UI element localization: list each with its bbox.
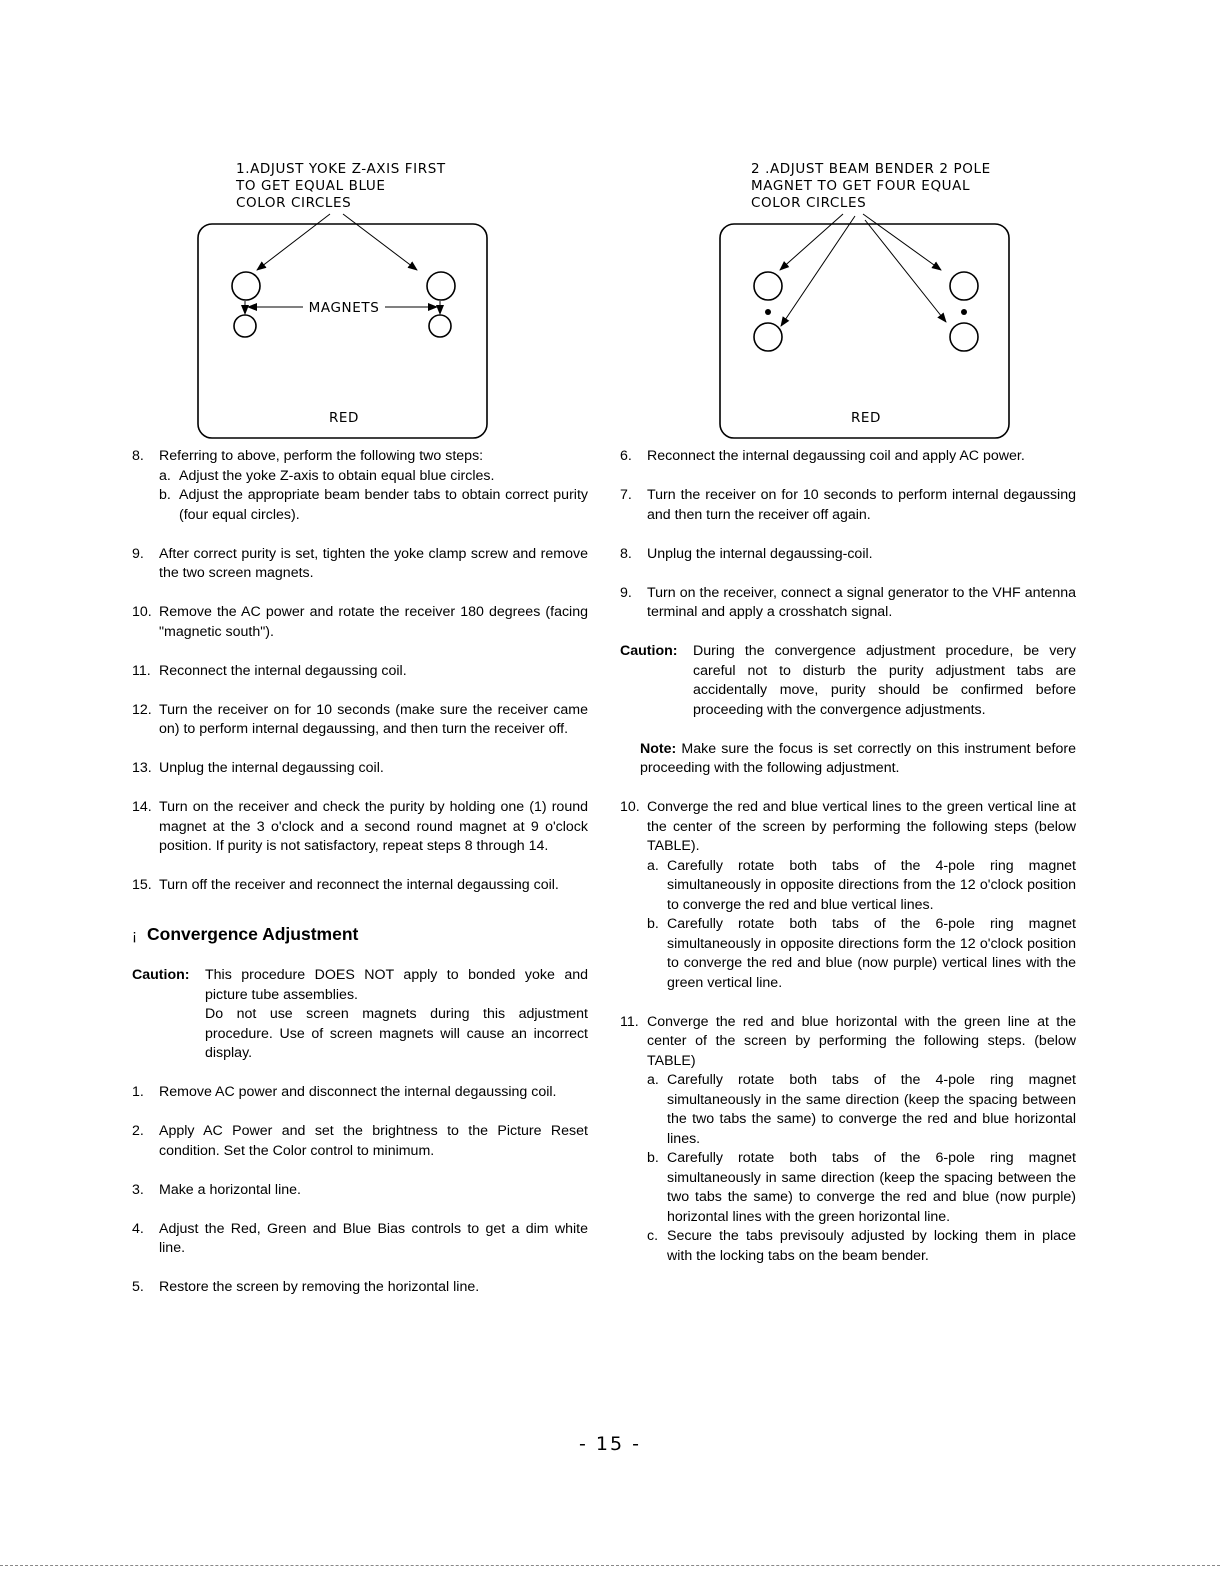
sub-item-letter: c. — [647, 1228, 659, 1244]
yoke-adjust-diagram — [195, 150, 495, 445]
item-text: Unplug the internal degaussing-coil. — [647, 545, 873, 562]
sub-item-letter: b. — [647, 916, 659, 932]
list-item — [132, 876, 588, 896]
section-title: Convergence Adjustment — [147, 923, 359, 944]
list-item — [620, 447, 1076, 467]
item-number: 5. — [132, 1279, 144, 1295]
item-text: Turn the receiver on for 10 seconds to perform internal degaussing and then turn the receiver off again. — [647, 487, 1076, 523]
item-text: Converge the red and blue horizontal with the green line at the center of the screen by performing the following steps. (below TABLE) — [647, 1013, 1076, 1069]
sub-item-text: Carefully rotate both tabs of the 4-pole ring magnet simultaneously in opposite directions from the 12 o'clock position to converge the red and blue vertical lines. — [667, 857, 1076, 913]
item-text: Converge the red and blue vertical lines to the green vertical line at the center of the screen by performing the following steps (below TABLE). — [647, 799, 1076, 854]
item-number: 1. — [132, 1084, 144, 1100]
item-number: 10. — [132, 604, 152, 620]
sub-item — [159, 486, 588, 525]
diagram2-color-label: RED — [850, 410, 882, 426]
sub-item-letter: b. — [647, 1150, 659, 1166]
item-number: 7. — [620, 487, 632, 503]
center-dot-right — [961, 309, 967, 315]
diagram1-caption-line1: 1.ADJUST YOKE Z-AXIS FIRST — [236, 161, 446, 177]
list-item — [620, 486, 1076, 525]
list-item — [132, 1220, 588, 1259]
screen-outline — [198, 224, 487, 438]
item-number: 11. — [132, 662, 151, 679]
diagram2-caption-line2: MAGNET TO GET FOUR EQUAL — [751, 178, 971, 194]
caution-text: Do not use screen magnets during this adjustment procedure. Use of screen magnets will cause an incorrect display. — [205, 1006, 588, 1061]
item-text: Referring to above, perform the following two steps: — [159, 448, 484, 464]
sub-item-letter: a. — [159, 467, 171, 484]
left-column — [132, 447, 588, 1317]
item-number: 4. — [132, 1220, 144, 1237]
diagram1-caption-line3: COLOR CIRCLES — [236, 195, 352, 211]
right-column — [620, 447, 1076, 1286]
item-number: 6. — [620, 448, 632, 464]
item-text: Restore the screen by removing the horizontal line. — [159, 1279, 480, 1295]
item-number: 12. — [132, 701, 152, 718]
item-text: Unplug the internal degaussing coil. — [159, 760, 384, 776]
item-number: 9. — [620, 584, 632, 601]
sub-item — [647, 915, 1076, 993]
diagram1-color-label: RED — [328, 410, 360, 426]
sub-item — [647, 1149, 1076, 1227]
diagram1-caption-line2: TO GET EQUAL BLUE — [236, 178, 386, 194]
beam-bender-diagram — [715, 150, 1015, 445]
caption-arrow-2 — [781, 216, 855, 326]
section-bullet: ¡ — [132, 926, 137, 944]
note-block — [640, 740, 1076, 779]
item-text: Reconnect the internal degaussing coil and apply AC power. — [647, 448, 1025, 464]
sub-item — [647, 1227, 1076, 1266]
magnet-circle-left — [234, 315, 256, 337]
magnet-circle-right — [429, 315, 451, 337]
color-circle-bottom-left — [754, 323, 782, 351]
item-text: Remove the AC power and rotate the receiver 180 degrees (facing "magnetic south"). — [159, 604, 588, 640]
center-dot-left — [765, 309, 771, 315]
list-item — [620, 584, 1076, 623]
item-text: Adjust the Red, Green and Blue Bias controls to get a dim white line. — [159, 1220, 588, 1256]
sub-item-text: Secure the tabs previsouly adjusted by locking them in place with the locking tabs on the beam bender. — [667, 1228, 1076, 1264]
sub-item-text: Adjust the appropriate beam bender tabs to obtain correct purity (four equal circles). — [179, 487, 588, 523]
list-item — [132, 759, 588, 779]
item-text: Turn the receiver on for 10 seconds (make sure the receiver came on) to perform internal degaussing, and then turn the receiver off. — [159, 701, 588, 737]
screen-outline — [720, 224, 1009, 438]
caution-text: During the convergence adjustment procedure, be very careful not to disturb the purity adjustment tabs are accidentally move, purity should be confirmed before proceeding with the convergence adjustments. — [693, 643, 1076, 718]
list-item — [132, 662, 588, 682]
item-text: Turn off the receiver and reconnect the internal degaussing coil. — [159, 877, 559, 893]
list-item — [132, 447, 588, 525]
page-number: - 15 - — [579, 1433, 641, 1455]
caution-block — [132, 966, 588, 1064]
item-text: Make a horizontal line. — [159, 1181, 301, 1198]
color-circle-top-left — [754, 272, 782, 300]
list-item — [132, 1181, 588, 1201]
item-text: After correct purity is set, tighten the yoke clamp screw and remove the two screen magnets. — [159, 545, 588, 581]
color-circle-top-right — [950, 272, 978, 300]
item-number: 10. — [620, 799, 640, 815]
caution-text: This procedure DOES NOT apply to bonded yoke and picture tube assemblies. — [205, 967, 588, 1003]
list-item — [132, 1083, 588, 1103]
page-bottom-rule — [0, 1565, 1220, 1566]
item-text: Reconnect the internal degaussing coil. — [159, 662, 407, 679]
item-number: 3. — [132, 1181, 144, 1198]
list-item — [620, 545, 1076, 565]
caution-block — [620, 642, 1076, 720]
list-item — [620, 798, 1076, 993]
item-number: 8. — [620, 545, 632, 562]
note-label: Note: — [640, 740, 677, 757]
item-number: 9. — [132, 545, 144, 562]
caption-arrow-3 — [863, 214, 941, 270]
sub-item-text: Carefully rotate both tabs of the 6-pole ring magnet simultaneously in same direction (keep the spacing between the two tabs the same) to converge the red and blue (now purple) horizontal lines with the green horizontal line. — [667, 1150, 1076, 1225]
sub-item — [647, 857, 1076, 916]
caution-label: Caution: — [132, 967, 190, 983]
blue-circle-right — [427, 272, 455, 300]
sub-item-text: Adjust the yoke Z-axis to obtain equal blue circles. — [179, 467, 495, 484]
color-circle-bottom-right — [950, 323, 978, 351]
item-number: 14. — [132, 799, 152, 815]
list-item — [132, 545, 588, 584]
caption-arrow-left — [257, 214, 330, 270]
item-text: Apply AC Power and set the brightness to the Picture Reset condition. Set the Color control to minimum. — [159, 1123, 588, 1159]
item-number: 15. — [132, 877, 152, 893]
list-item — [132, 798, 588, 857]
sub-item — [647, 1071, 1076, 1149]
caption-arrow-right — [343, 214, 417, 270]
item-text: Remove AC power and disconnect the internal degaussing coil. — [159, 1084, 557, 1100]
diagram2-caption-line1: 2 .ADJUST BEAM BENDER 2 POLE — [751, 161, 991, 177]
list-item — [132, 603, 588, 642]
diagram2-caption-line3: COLOR CIRCLES — [751, 195, 867, 211]
item-text: Turn on the receiver, connect a signal generator to the VHF antenna terminal and apply a crosshatch signal. — [647, 584, 1076, 620]
list-item — [132, 1278, 588, 1298]
item-number: 13. — [132, 760, 152, 776]
list-item — [132, 701, 588, 740]
sub-item-letter: b. — [159, 487, 171, 503]
item-number: 8. — [132, 448, 144, 464]
caption-arrow-4 — [865, 220, 946, 322]
blue-circle-left — [232, 272, 260, 300]
list-item — [132, 1122, 588, 1161]
caption-arrow-1 — [780, 214, 843, 270]
section-heading — [132, 923, 588, 947]
sub-item-letter: a. — [647, 857, 659, 874]
item-text: Turn on the receiver and check the purity by holding one (1) round magnet at the 3 o'clock and a second round magnet at 9 o'clock position. If purity is not satisfactory, repeat steps 8 through 14. — [159, 799, 588, 854]
sub-item — [159, 467, 588, 487]
note-text: Make sure the focus is set correctly on this instrument before proceeding with the following adjustment. — [640, 740, 1076, 776]
item-number: 2. — [132, 1123, 144, 1139]
sub-item-text: Carefully rotate both tabs of the 6-pole ring magnet simultaneously in opposite directions form the 12 o'clock position to converge the red and blue (now purple) vertical lines with the green vertical line. — [667, 916, 1076, 991]
magnets-label: MAGNETS — [308, 300, 380, 316]
list-item — [620, 1013, 1076, 1267]
caution-label: Caution: — [620, 643, 678, 659]
item-number: 11. — [620, 1013, 639, 1030]
sub-item-text: Carefully rotate both tabs of the 4-pole ring magnet simultaneously in the same direction (keep the spacing between the two tabs the same) to converge the red and blue horizontal lines. — [667, 1072, 1076, 1147]
sub-item-letter: a. — [647, 1072, 659, 1088]
